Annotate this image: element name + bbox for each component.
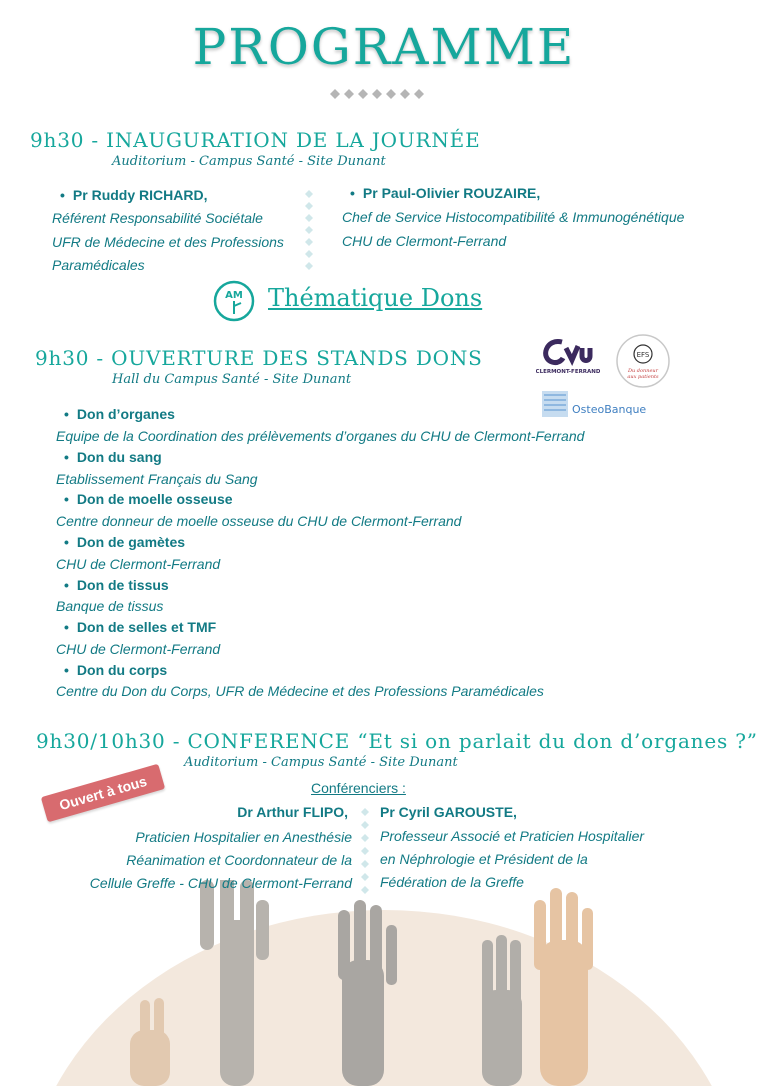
efs-tagline-2: aux patients <box>627 374 659 380</box>
speaker-garouste-name: Pr Cyril GAROUSTE, <box>380 804 517 820</box>
speaker-garouste-line-3: Fédération de la Greffe <box>380 874 524 890</box>
am-logo-icon <box>212 280 256 322</box>
theme-title: Thématique Dons <box>268 284 483 312</box>
section-conference-heading: 9h30/10h30 - CONFERENCE “Et si on parlait du don d’organes ?” <box>36 729 758 753</box>
don-moelle-desc: Centre donneur de moelle osseuse du CHU de Clermont-Ferrand <box>56 513 462 529</box>
osteobanque-logo-text: OsteoBanque <box>572 403 647 416</box>
speaker-richard-line-2: UFR de Médecine et des Professions <box>52 234 284 250</box>
efs-logo-text: EFS <box>636 351 650 359</box>
speaker-rouzaire-line-1: Chef de Service Histocompatibilité & Immunogénétique <box>342 209 685 225</box>
don-selles-desc: CHU de Clermont-Ferrand <box>56 641 221 657</box>
page-title: PROGRAMME <box>192 18 576 76</box>
speaker-flipo-line-3: Cellule Greffe - CHU de Clermont-Ferrand <box>89 875 352 891</box>
don-corps-desc: Centre du Don du Corps, UFR de Médecine et des Professions Paramédicales <box>56 683 544 699</box>
don-tissus-title: • Don de tissus <box>64 577 169 593</box>
raised-hands-illustration <box>0 880 768 1086</box>
don-sang-desc: Etablissement Français du Sang <box>56 471 258 487</box>
section-stands-heading: 9h30 - OUVERTURE DES STANDS DONS <box>35 346 483 370</box>
speaker-richard-line-1: Référent Responsabilité Sociétale <box>52 210 263 226</box>
section-inauguration-heading: 9h30 - INAUGURATION DE LA JOURNÉE <box>30 128 481 152</box>
speaker-richard-name: • Pr Ruddy RICHARD, <box>60 187 207 203</box>
speaker-rouzaire-line-2: CHU de Clermont-Ferrand <box>342 233 507 249</box>
section-inauguration-location: Auditorium - Campus Santé - Site Dunant <box>112 154 386 169</box>
open-to-all-badge: Ouvert à tous <box>41 764 165 823</box>
hand-gray-right <box>482 935 522 1086</box>
efs-tagline-1: Du donneur <box>627 368 659 374</box>
speaker-garouste-line-1: Professeur Associé et Praticien Hospitalier <box>380 828 645 844</box>
speaker-garouste-line-2: en Néphrologie et Président de la <box>380 851 588 867</box>
don-gametes-title: • Don de gamètes <box>64 534 185 550</box>
don-sang-title: • Don du sang <box>64 449 162 465</box>
speaker-flipo-name: Dr Arthur FLIPO, <box>237 804 348 820</box>
don-gametes-desc: CHU de Clermont-Ferrand <box>56 556 221 572</box>
speakers-label: Conférenciers : <box>311 780 406 796</box>
osteobanque-logo <box>542 391 662 419</box>
speaker-rouzaire-name: • Pr Paul-Olivier ROUZAIRE, <box>350 185 540 201</box>
section-stands-location: Hall du Campus Santé - Site Dunant <box>112 372 352 387</box>
don-tissus-desc: Banque de tissus <box>56 598 164 614</box>
don-moelle-title: • Don de moelle osseuse <box>64 491 233 507</box>
don-selles-title: • Don de selles et TMF <box>64 619 216 635</box>
speaker-flipo-line-2: Réanimation et Coordonnateur de la <box>126 852 352 868</box>
efs-logo <box>614 332 672 390</box>
am-logo-text: AM <box>225 290 243 301</box>
conference-divider-dots <box>360 806 370 898</box>
speaker-divider-dots <box>304 188 314 272</box>
don-corps-title: • Don du corps <box>64 662 167 678</box>
title-diamond-divider <box>324 84 444 104</box>
speaker-flipo-line-1: Praticien Hospitalier en Anesthésie <box>135 829 352 845</box>
hand-orange-right <box>534 888 593 1086</box>
chu-logo-text: CLERMONT-FERRAND <box>536 369 600 375</box>
section-conference-location: Auditorium - Campus Santé - Site Dunant <box>184 755 458 770</box>
speaker-richard-line-3: Paramédicales <box>52 257 145 273</box>
chu-logo <box>536 336 600 380</box>
don-organes-desc: Equipe de la Coordination des prélèvements d’organes du CHU de Clermont-Ferrand <box>56 428 585 444</box>
don-organes-title: • Don d’organes <box>64 406 175 422</box>
